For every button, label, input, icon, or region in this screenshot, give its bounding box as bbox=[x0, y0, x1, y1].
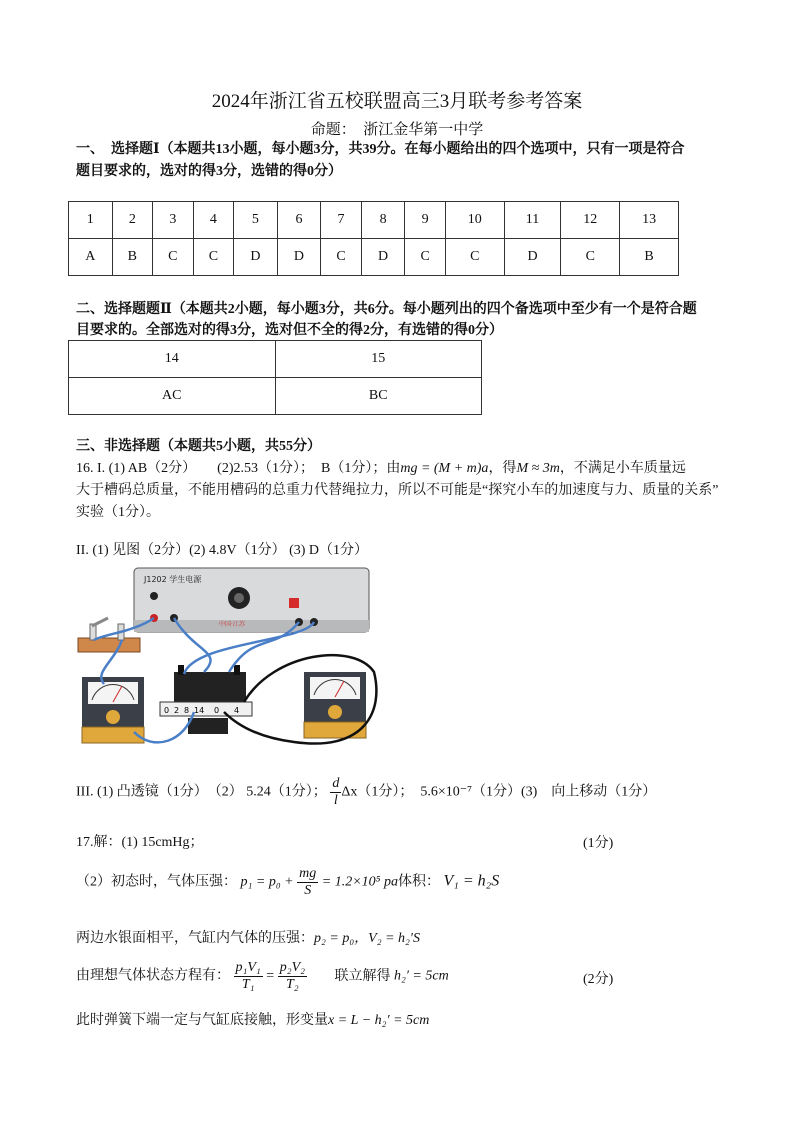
power-switch bbox=[289, 598, 299, 608]
q16-line1-text-a: 16. I. (1) AB（2分） (2)2.53（1分）； B（1分）；由 bbox=[76, 461, 401, 476]
fraction-denominator: T₂ bbox=[286, 977, 299, 992]
table-cell: D bbox=[361, 239, 405, 276]
q16-part3-fraction bbox=[330, 776, 341, 809]
table-row-numbers bbox=[69, 341, 482, 378]
table-cell: 12 bbox=[561, 202, 620, 239]
table-cell: 1 bbox=[69, 202, 113, 239]
q17-line3-eq: p₂ = p₀，V₂ = h₂′S bbox=[314, 931, 420, 946]
q17-line1: 17.解：(1) 15cmHg； bbox=[76, 835, 204, 850]
table-cell: C bbox=[153, 239, 194, 276]
q17-line4-fraction-1 bbox=[234, 960, 263, 993]
q16-part3-text-a: III. (1) 凸透镜（1分） （2） 5.24（1分）； bbox=[76, 784, 327, 800]
q17-line2-eq3: V₁ = h₂S bbox=[443, 872, 500, 890]
scale-label: 8 bbox=[184, 706, 190, 715]
q17-line4-text-a: 由理想气体状态方程有： bbox=[76, 968, 230, 984]
table-cell: B bbox=[620, 239, 679, 276]
q17-line2 bbox=[76, 866, 499, 899]
table-row-answers bbox=[69, 378, 482, 415]
table-cell: 14 bbox=[69, 341, 276, 378]
section1-heading-line2: 题目要求的，选对的得3分，选错的得0分） bbox=[76, 164, 342, 179]
q17-line2-text-a: （2）初态时，气体压强： bbox=[76, 874, 237, 890]
table-cell: C bbox=[193, 239, 234, 276]
q16-line3: 实验（1分）。 bbox=[76, 505, 160, 520]
q17-line4-fraction-2 bbox=[278, 960, 307, 993]
table-cell: D bbox=[277, 239, 321, 276]
table-cell: 5 bbox=[234, 202, 278, 239]
table-cell: AC bbox=[69, 378, 276, 415]
table-cell: 11 bbox=[504, 202, 561, 239]
table-cell: B bbox=[112, 239, 153, 276]
meter-right bbox=[304, 672, 366, 738]
q17-line3 bbox=[76, 928, 420, 950]
table-cell: 6 bbox=[277, 202, 321, 239]
q17-line2-eq-left: p₁ = p₀ + bbox=[240, 874, 294, 890]
q17-line4-score: (2分) bbox=[583, 972, 614, 987]
q16-line2: 大于槽码总质量，不能用槽码的总重力代替绳拉力，所以不可能是“探究小车的加速度与力、质量的关系” bbox=[76, 483, 719, 498]
fraction-numerator: mg bbox=[299, 866, 317, 881]
q17-line3-text: 两边水银面相平，气缸内气体的压强： bbox=[76, 931, 314, 946]
circuit-figure bbox=[74, 562, 384, 762]
scale-label: 0 bbox=[164, 706, 170, 715]
fraction-numerator: p₁V₁ bbox=[235, 960, 261, 975]
q17-line2-text-b: 体积： bbox=[398, 874, 441, 890]
section1-heading-line1: 一、 选择题Ⅰ（本题共13小题，每小题3分，共39分。在每小题给出的四个选项中，只有一项是符合 bbox=[76, 142, 685, 157]
table-cell: 7 bbox=[321, 202, 362, 239]
q17-line5-eq: x = L − h₂′ = 5cm bbox=[328, 1013, 430, 1028]
q17-line2-eq-right: = 1.2×10⁵ pa bbox=[321, 874, 399, 890]
table-cell: 4 bbox=[193, 202, 234, 239]
table-cell: 9 bbox=[405, 202, 446, 239]
table-cell: A bbox=[69, 239, 113, 276]
table-cell: BC bbox=[275, 378, 482, 415]
scale-label: 4 bbox=[234, 706, 240, 715]
power-supply-label: J1202 学生电源 bbox=[144, 575, 202, 584]
section2-heading-line2: 目要求的。全部选对的得3分，选对但不全的得2分，有选错的得0分） bbox=[76, 323, 503, 338]
table-cell: C bbox=[405, 239, 446, 276]
scale-label: 0 bbox=[214, 706, 220, 715]
q16-equation-1: mg = (M + m)a bbox=[400, 461, 489, 476]
power-supply-sub: 中国·江苏 bbox=[219, 621, 245, 628]
section3-heading: 三、非选择题（本题共5小题，共55分） bbox=[76, 439, 321, 454]
q16-equation-2: M ≈ 3m bbox=[516, 461, 560, 476]
q17-line4-text-b: 联立解得 bbox=[334, 968, 391, 984]
table-cell: 8 bbox=[361, 202, 405, 239]
q17-line5 bbox=[76, 1010, 429, 1032]
q17-line4 bbox=[76, 960, 449, 993]
q16-line1-text-c: ，不满足小车质量远 bbox=[559, 461, 686, 476]
table-cell: C bbox=[561, 239, 620, 276]
section2-answer-table bbox=[68, 340, 482, 415]
scale-label: 14 bbox=[194, 706, 205, 715]
table-cell: D bbox=[504, 239, 561, 276]
table-cell: C bbox=[321, 239, 362, 276]
table-cell: C bbox=[445, 239, 504, 276]
q16-line1-text-b: ，得 bbox=[488, 461, 517, 476]
table-cell: 2 bbox=[112, 202, 153, 239]
page-author: 命题： 浙江金华第一中学 bbox=[310, 122, 484, 138]
fraction-denominator: S bbox=[304, 883, 312, 898]
fraction-numerator: d bbox=[332, 776, 340, 791]
q16-part2: II. (1) 见图（2分）(2) 4.8V（1分） (3) D（1分） bbox=[76, 543, 369, 558]
table-row-answers bbox=[69, 239, 679, 276]
table-cell: 10 bbox=[445, 202, 504, 239]
table-row-numbers bbox=[69, 202, 679, 239]
fraction-denominator: l bbox=[333, 793, 338, 808]
page-title: 2024年浙江省五校联盟高三3月联考参考答案 bbox=[211, 91, 583, 112]
table-cell: 13 bbox=[620, 202, 679, 239]
q16-part3-text-b: Δx（1分）； 5.6×10⁻⁷（1分）(3) 向上移动（1分） bbox=[341, 784, 657, 800]
q17-line2-fraction bbox=[297, 866, 318, 899]
fraction-denominator: T₁ bbox=[241, 977, 255, 992]
fraction-numerator: p₂V₂ bbox=[279, 960, 305, 975]
table-cell: 15 bbox=[275, 341, 482, 378]
q17-line1-score: (1分) bbox=[583, 836, 614, 851]
table-cell: D bbox=[234, 239, 278, 276]
table-cell: 3 bbox=[153, 202, 194, 239]
q17-line4-eq2: h₂′ = 5cm bbox=[394, 968, 449, 984]
power-supply bbox=[134, 568, 369, 632]
scale-label: 2 bbox=[174, 706, 180, 715]
q17-line5-text: 此时弹簧下端一定与气缸底接触，形变量 bbox=[76, 1013, 328, 1028]
q16-part3 bbox=[76, 776, 656, 809]
q16-line1 bbox=[76, 458, 686, 480]
q17-line4-equals: = bbox=[266, 968, 275, 984]
section1-answer-table bbox=[68, 201, 679, 276]
section2-heading-line1: 二、选择题题Ⅱ（本题共2小题，每小题3分，共6分。每小题列出的四个备选项中至少有一个是符合题 bbox=[76, 302, 697, 317]
